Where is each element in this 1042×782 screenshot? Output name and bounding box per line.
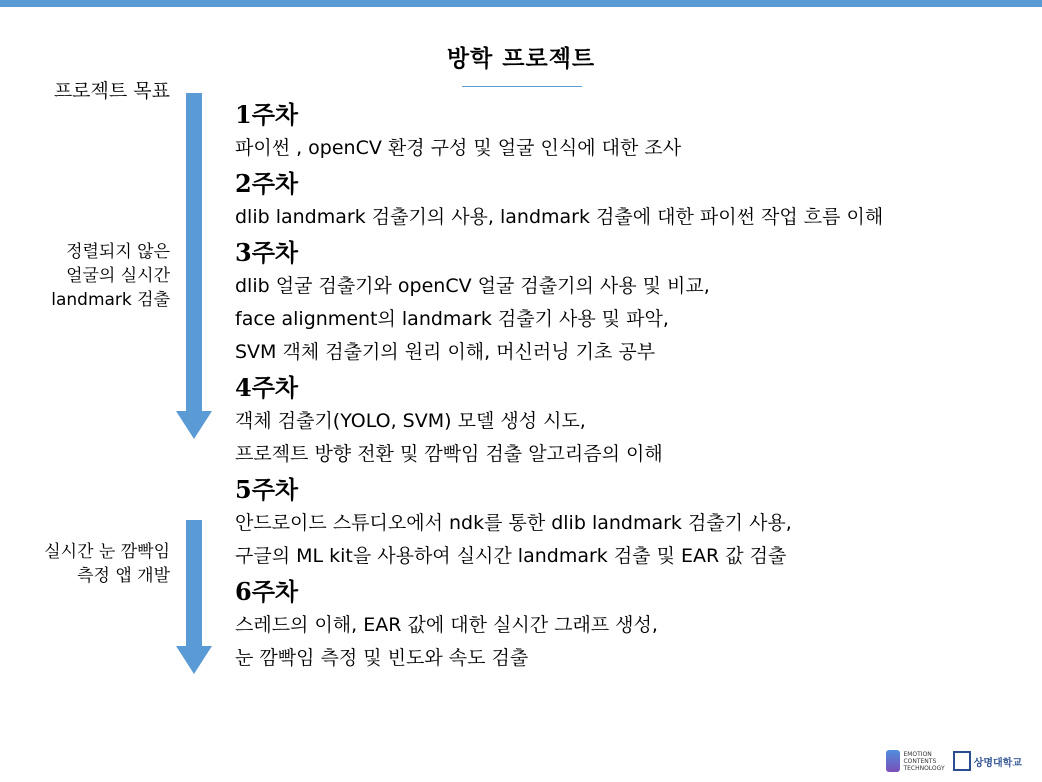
week-title: 6주차 <box>235 577 299 606</box>
emotion-logo-text: CONTENTS <box>903 757 937 765</box>
week-line: dlib landmark 검출기의 사용, landmark 검출에 대한 파이썬 작업 흐름 이해 <box>235 206 884 228</box>
week-line: 눈 깜빡임 측정 및 빈도와 속도 검출 <box>235 647 529 669</box>
stage2-label <box>0 540 170 588</box>
emotion-logo-text: EMOTION <box>903 750 932 758</box>
goal-label: 프로젝트 목표 <box>53 80 170 102</box>
stage1-label-line: landmark 검출 <box>51 290 170 310</box>
stage1-label-line: 정렬되지 않은 <box>66 242 170 262</box>
week-title: 1주차 <box>235 100 299 129</box>
stage2-arrow <box>174 520 214 676</box>
week-block <box>235 371 1025 471</box>
week-title: 2주차 <box>235 169 299 198</box>
emotion-contents-logo <box>886 750 944 772</box>
top-accent-bar <box>0 0 1042 7</box>
university-seal-icon <box>953 751 971 771</box>
week-line: 안드로이드 스튜디오에서 ndk를 통한 dlib landmark 검출기 사용, <box>235 512 792 534</box>
week-block <box>235 473 1025 573</box>
week-line: 파이썬 , openCV 환경 구성 및 얼굴 인식에 대한 조사 <box>235 137 682 159</box>
university-logo <box>953 751 1022 771</box>
week-block <box>235 236 1025 369</box>
week-line: 객체 검출기(YOLO, SVM) 모델 생성 시도, <box>235 410 586 432</box>
week-line: face alignment의 landmark 검출기 사용 및 파악, <box>235 308 669 330</box>
footer-logos <box>886 748 1022 774</box>
stage2-label-line: 측정 앱 개발 <box>77 566 170 586</box>
week-title: 4주차 <box>235 373 299 402</box>
stage1-label-line: 얼굴의 실시간 <box>66 266 170 286</box>
stage1-arrow <box>174 93 214 443</box>
week-line: 구글의 ML kit을 사용하여 실시간 landmark 검출 및 EAR 값 검출 <box>235 545 787 567</box>
week-line: SVM 객체 검출기의 원리 이해, 머신러닝 기초 공부 <box>235 341 656 363</box>
week-block <box>235 575 1025 675</box>
week-title: 3주차 <box>235 238 299 267</box>
title-underline <box>462 86 582 87</box>
week-block <box>235 98 1025 165</box>
week-line: 프로젝트 방향 전환 및 깜빡임 검출 알고리즘의 이해 <box>235 443 663 465</box>
stage1-label <box>0 240 170 312</box>
emotion-logo-icon <box>886 750 900 772</box>
page-title: 방학 프로젝트 <box>446 46 596 72</box>
stage2-label-line: 실시간 눈 깜빡임 <box>44 542 170 562</box>
week-line: 스레드의 이해, EAR 값에 대한 실시간 그래프 생성, <box>235 614 658 636</box>
emotion-logo-text: TECHNOLOGY <box>903 764 945 772</box>
week-block <box>235 167 1025 234</box>
weekly-content <box>235 96 1025 675</box>
university-name: 상명대학교 <box>973 757 1022 769</box>
week-line: dlib 얼굴 검출기와 openCV 얼굴 검출기의 사용 및 비교, <box>235 275 710 297</box>
week-title: 5주차 <box>235 475 299 504</box>
